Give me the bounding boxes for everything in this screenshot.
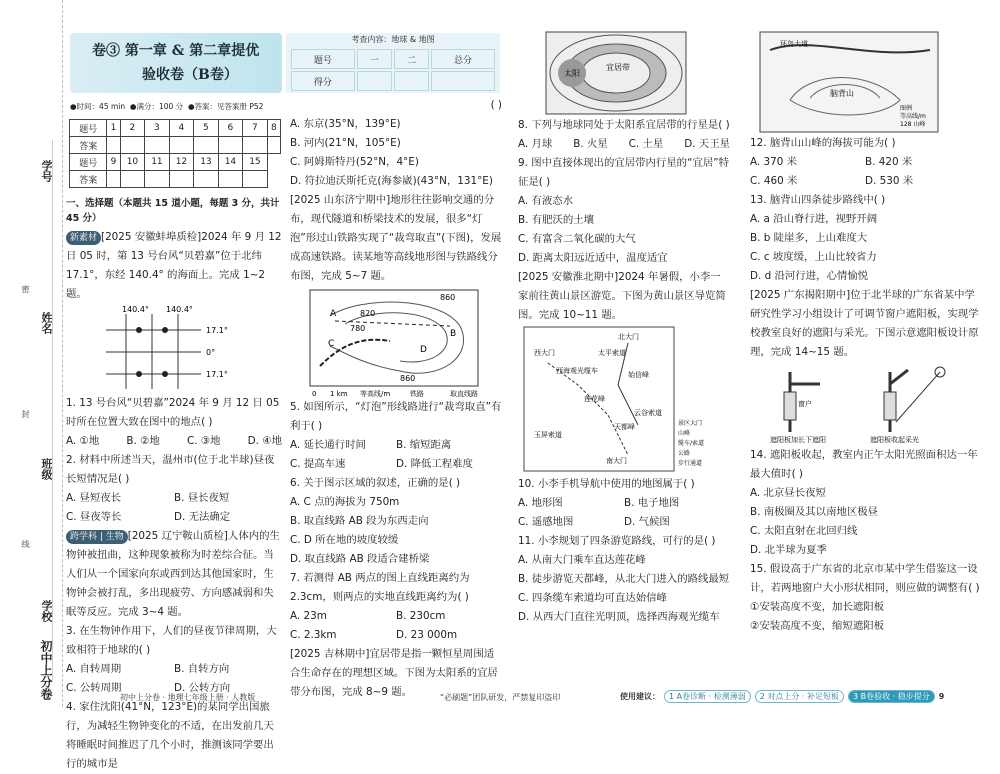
question-15: 15. 假设高于广东省的北京市某中学生借鉴这一设计，若两地窗户大小形状相同，则应做的调整有( ) (750, 563, 980, 594)
meta-line: ●时间：45 min ●满分：100 分 ●答案：见答案册 P52 (70, 102, 264, 111)
svg-text:遮阳板加长下遮阳: 遮阳板加长下遮阳 (770, 436, 826, 444)
intro-1: 新素材 [2025 安徽蚌埠质检]2024 年 9 月 12 日 05 时，第 13 号台风“贝碧嘉”位于北纬 17.1°，东经 140.4° 的海面上。完成 1~2 题。 (66, 231, 282, 300)
grid-number: 11 (145, 154, 170, 171)
question-11: 11. 小李规划了四条游览路线，可行的是( ) (518, 535, 716, 547)
grid-number: 13 (194, 154, 219, 171)
q4-paren: ( ) (490, 99, 502, 111)
question-6: 6. 关于图示区域的叙述，正确的是( ) (290, 477, 461, 489)
question-13: 13. 脑背山四条徒步路线中( ) (750, 194, 886, 206)
options-7[interactable]: A. 23m B. 230cm C. 2.3km D. 23 000m (290, 610, 458, 641)
svg-text:860: 860 (440, 293, 456, 302)
q4-option-d[interactable]: D. 符拉迪沃斯托克(海参崴)(43°N，131°E) (290, 175, 493, 187)
question-12: 12. 脑背山山峰的海拔可能为( ) (750, 137, 896, 149)
answer-cell[interactable] (218, 137, 243, 154)
q6-a[interactable]: A. C 点的海拔为 750m (290, 496, 400, 508)
school-label: 学校 (40, 600, 53, 622)
options-10[interactable]: A. 地形图 B. 电子地图 C. 遥感地图 D. 气候图 (518, 497, 680, 528)
q9-a[interactable]: A. 有液态水 (518, 195, 574, 207)
intro-2: 跨学科 | 生物 [2025 辽宁鞍山质检]人体内的生物钟被扭曲，这种现象被称为时差综合征。当人们从一个国家向东或西到达其他国家时，生物钟会被打乱，多出现疲劳、方向感减弱和失眠等反应。完成 3~4 题。 (66, 530, 280, 618)
options-12[interactable]: A. 370 米 B. 420 米 C. 460 米 D. 530 米 (750, 156, 914, 187)
step-3-badge: 3 B卷验收 · 稳步提分 (848, 690, 935, 703)
class-label: 班级 (40, 458, 53, 480)
svg-text:脑背山: 脑背山 (830, 89, 854, 98)
grid-number: 10 (120, 154, 145, 171)
score-head-q: 题号 (291, 49, 355, 69)
answer-cell[interactable] (218, 171, 243, 188)
grid-number: 3 (145, 120, 170, 137)
grid-label: 答案 (70, 171, 107, 188)
grid-number: 12 (169, 154, 194, 171)
grid-label: 题号 (70, 154, 107, 171)
seal-mark: 密 (21, 285, 30, 293)
step-2-badge: 2 对点上分 · 补足短板 (755, 690, 844, 703)
svg-text:山峰: 山峰 (678, 430, 691, 437)
q9-c[interactable]: C. 有富含二氧化碳的大气 (518, 233, 636, 245)
step-1-badge: 1 A卷诊断 · 检测薄弱 (664, 690, 751, 703)
intro-5: [2025 安徽淮北期中]2024 年暑假，小李一家前往黄山景区游览。下图为黄山景区导览简图。完成 10~11 题。 (518, 271, 726, 321)
q15-item: ①安装高度不变，加长遮阳板 (750, 601, 885, 613)
grid-number: 9 (107, 154, 120, 171)
svg-text:780: 780 (350, 324, 366, 333)
question-3: 3. 在生物钟作用下，人们的昼夜节律周期，大致相符于地球的( ) (66, 625, 277, 656)
score-head-1: 一 (357, 49, 392, 69)
answer-cell[interactable] (194, 137, 219, 154)
svg-text:窗户: 窗户 (798, 400, 812, 408)
answer-cell[interactable] (145, 137, 170, 154)
options-8[interactable]: A. 月球 B. 火星 C. 土星 D. 天王星 (518, 138, 730, 150)
answer-cell[interactable] (120, 137, 145, 154)
footer-usage: 使用建议： 1 A卷诊断 · 检测薄弱 2 对点上分 · 补足短板 3 B卷验收 · 稳步提分 9 (620, 692, 945, 701)
column-1 (66, 196, 282, 770)
options-1[interactable]: A. ①地 B. ②地 C. ③地 D. ④地 (66, 435, 282, 447)
svg-text:西大门: 西大门 (534, 349, 555, 357)
lon-label: 140.4° (122, 305, 149, 314)
sunshade-diagram (750, 362, 980, 446)
svg-text:太阳: 太阳 (564, 69, 580, 78)
svg-text:步行通道: 步行通道 (678, 460, 703, 467)
answer-cell[interactable] (169, 137, 194, 154)
answer-cell[interactable] (120, 171, 145, 188)
column-2 (290, 96, 502, 702)
fill-line (52, 140, 54, 680)
lat-label: 17.1° (206, 370, 228, 379)
answer-cell[interactable] (107, 171, 120, 188)
svg-text:天都峰: 天都峰 (614, 423, 635, 431)
contour-railway-map (290, 286, 502, 398)
lon-label: 140.4° (166, 305, 193, 314)
question-5: 5. 如图所示，“灯泡”形线路进行“裁弯取直”有利于( ) (290, 401, 502, 432)
huangshan-guide-map (518, 325, 730, 475)
svg-text:0: 0 (312, 390, 317, 398)
answer-grid (69, 119, 281, 188)
grid-number: 8 (267, 120, 280, 137)
naobei-contour-map (750, 30, 980, 134)
answer-cell[interactable] (194, 171, 219, 188)
svg-text:128 山峰: 128 山峰 (900, 121, 926, 128)
grid-number: 5 (194, 120, 219, 137)
grid-number: 15 (243, 154, 268, 171)
grid-number: 1 (107, 120, 120, 137)
footer-left: 初中上分卷 · 地理七年级上册 · 人教版 (120, 693, 256, 702)
page-number: 9 (938, 692, 945, 701)
grid-number: 4 (169, 120, 194, 137)
q6-d[interactable]: D. 取直线路 AB 段适合建桥梁 (290, 553, 430, 565)
question-14: 14. 遮阳板收起，教室内正午太阳光照面积达一年最大值时( ) (750, 449, 978, 480)
feng-mark: 封 (21, 410, 30, 418)
q11-c[interactable]: C. 四条缆车索道均可直达始信峰 (518, 592, 667, 604)
title-banner (70, 33, 282, 93)
q9-d[interactable]: D. 距离太阳远近适中，温度适宜 (518, 252, 668, 264)
column-3 (518, 30, 730, 627)
typhoon-grid-map (66, 304, 282, 394)
lat-label: 17.1° (206, 326, 228, 335)
svg-text:A: A (330, 309, 337, 319)
svg-text:C: C (328, 339, 335, 349)
question-9: 9. 图中直接体现出的宜居带内行星的“宜居”特征是( ) (518, 157, 730, 188)
q6-b[interactable]: B. 取直线路 AB 段为东西走向 (290, 515, 429, 527)
svg-text:遮阳板收起采光: 遮阳板收起采光 (870, 436, 919, 444)
question-4: 4. 家住沈阳(41°N，123°E)的某同学出国旅行，为减轻生物钟变化的不适，在出发前几天将睡眠时间推迟了几个小时，推测该同学要出行的城市是 (66, 701, 274, 770)
svg-text:云谷索道: 云谷索道 (634, 409, 662, 417)
question-1: 1. 13 号台风“贝碧嘉”2024 年 9 月 12 日 05 时所在位置大致在图中的地点( ) (66, 397, 280, 428)
q13-c[interactable]: C. c 坡度缓，上山比较省力 (750, 251, 877, 263)
q14-b[interactable]: B. 南极圈及其以南地区极昼 (750, 506, 879, 518)
question-7: 7. 若测得 AB 两点的图上直线距离约为 2.3cm，则两点的实地直线距离约为( ) (290, 572, 470, 603)
options-2[interactable]: A. 昼短夜长 B. 昼长夜短 C. 昼夜等长 D. 无法确定 (66, 492, 231, 523)
lat-label: 0° (206, 348, 216, 357)
svg-text:D: D (420, 345, 427, 355)
q9-b[interactable]: B. 有肥沃的土壤 (518, 214, 595, 226)
grid-number: 6 (218, 120, 243, 137)
xian-mark: 线 (21, 540, 30, 548)
svg-text:等高线/m: 等高线/m (900, 113, 926, 120)
svg-text:公路: 公路 (678, 450, 691, 457)
svg-text:环岛大道: 环岛大道 (780, 40, 808, 48)
q11-a[interactable]: A. 从南大门乘车直达莲花峰 (518, 554, 646, 566)
intro-4: [2025 吉林期中]宜居带是指一颗恒星周围适合生命存在的理想区域。下图为太阳系的宜居带分布图，完成 8~9 题。 (290, 648, 498, 698)
answer-cell[interactable] (243, 137, 268, 154)
grid-label: 答案 (70, 137, 107, 154)
q13-b[interactable]: B. b 陡崖多，上山难度大 (750, 232, 868, 244)
svg-text:玉屏索道: 玉屏索道 (534, 431, 562, 439)
svg-text:西海观光缆车: 西海观光缆车 (556, 367, 598, 375)
grid-label: 题号 (70, 120, 107, 137)
q14-c[interactable]: C. 太阳直射在北回归线 (750, 525, 858, 537)
q6-c[interactable]: C. D 所在地的坡度较缓 (290, 534, 399, 546)
svg-text:莲花峰: 莲花峰 (584, 395, 605, 403)
footer-center: “必刷题”团队研发，严禁复印盗印 (440, 693, 561, 702)
svg-text:铁路: 铁路 (410, 390, 424, 398)
svg-text:B: B (450, 329, 457, 339)
q11-d[interactable]: D. 从西大门直往光明顶，选择西海观光缆车 (518, 611, 720, 623)
q4-option-a[interactable]: A. 东京(35°N，139°E) (290, 118, 401, 130)
svg-text:等高线/m: 等高线/m (360, 390, 391, 398)
intro-3: [2025 山东济宁期中]地形往往影响交通的分布，现代隧道和桥梁技术的发展，很多“灯泡”形过山铁路实现了“裁弯取直”(下图)，发展成高速铁路。读某地等高线地形图与铁路线分布图，完成 5~7 题。 (290, 194, 502, 282)
score-label: 得分 (291, 71, 355, 91)
q4-option-c[interactable]: C. 阿姆斯特丹(52°N，4°E) (290, 156, 419, 168)
student-id-label: 学号 (40, 160, 53, 182)
question-2: 2. 材料中所述当天，温州市(位于北半球)昼夜长短情况是( ) (66, 454, 275, 485)
svg-text:北大门: 北大门 (618, 333, 639, 341)
q13-d[interactable]: D. d 沿河行进，心情愉悦 (750, 270, 869, 282)
options-5[interactable]: A. 延长通行时间 B. 缩短距离 C. 提高车速 D. 降低工程难度 (290, 439, 473, 470)
habitable-zone-diagram (518, 30, 730, 116)
question-8: 8. 下列与地球同处于太阳系宜居带的行星是( ) (518, 119, 730, 131)
score-cell[interactable] (357, 71, 392, 91)
svg-text:820: 820 (360, 309, 376, 318)
q11-b[interactable]: B. 徒步游览天都峰，从北大门进入的路线最短 (518, 573, 730, 585)
svg-text:太平索道: 太平索道 (598, 349, 626, 357)
score-head-total: 总分 (431, 49, 495, 69)
grid-number: 14 (218, 154, 243, 171)
svg-text:缆车/索道: 缆车/索道 (678, 440, 705, 447)
answer-cell[interactable] (169, 171, 194, 188)
q13-a[interactable]: A. a 沿山脊行进，视野开阔 (750, 213, 878, 225)
svg-text:图例: 图例 (900, 105, 913, 112)
intro-7: [2025 广东揭阳期中]位于北半球的广东省某中学研究性学习小组设计了可调节窗户遮阳板，实现学校教室良好的遮阳与采光。下图示意遮阳板设计原理，完成 14~15 题。 (750, 289, 979, 358)
svg-text:1 km: 1 km (330, 390, 348, 398)
answer-cell[interactable] (243, 171, 268, 188)
score-head-2: 二 (394, 49, 429, 69)
volume-subtitle: 验收卷（B卷） (142, 67, 238, 83)
question-10: 10. 小李手机导航中使用的地图属于( ) (518, 478, 695, 490)
q15-item: ②安装高度不变，缩短遮阳板 (750, 620, 885, 632)
grid-number: 7 (243, 120, 268, 137)
svg-text:860: 860 (400, 374, 416, 383)
svg-text:景区大门: 景区大门 (678, 420, 703, 427)
options-3[interactable]: A. 自转周期 B. 自转方向 C. 公转周期 D. 公转方向 (66, 663, 231, 694)
volume-title: 卷③ 第一章 & 第二章提优 (92, 43, 260, 59)
binding-strip (0, 0, 63, 707)
answer-cell[interactable] (107, 137, 120, 154)
answer-cell[interactable] (267, 137, 280, 154)
grid-number: 2 (120, 120, 145, 137)
score-cell[interactable] (431, 71, 495, 91)
svg-text:始信峰: 始信峰 (628, 371, 649, 379)
score-box (286, 33, 500, 93)
q14-d[interactable]: D. 北半球为夏季 (750, 544, 827, 556)
brand-label: 初中上分卷 (39, 640, 53, 700)
exam-scope: 考查内容：地球 & 地图 (351, 35, 435, 44)
name-label: 姓名 (40, 312, 53, 334)
column-4 (750, 30, 980, 636)
q4-option-b[interactable]: B. 河内(21°N，105°E) (290, 137, 401, 149)
svg-text:取直线路: 取直线路 (450, 390, 478, 398)
answer-cell[interactable] (145, 171, 170, 188)
score-cell[interactable] (394, 71, 429, 91)
q14-a[interactable]: A. 北京昼长夜短 (750, 487, 826, 499)
svg-text:宜居带: 宜居带 (606, 63, 630, 72)
section-heading: 一、选择题（本题共 15 道小题，每题 3 分，共计 45 分） (66, 198, 280, 224)
svg-text:南大门: 南大门 (606, 457, 627, 465)
